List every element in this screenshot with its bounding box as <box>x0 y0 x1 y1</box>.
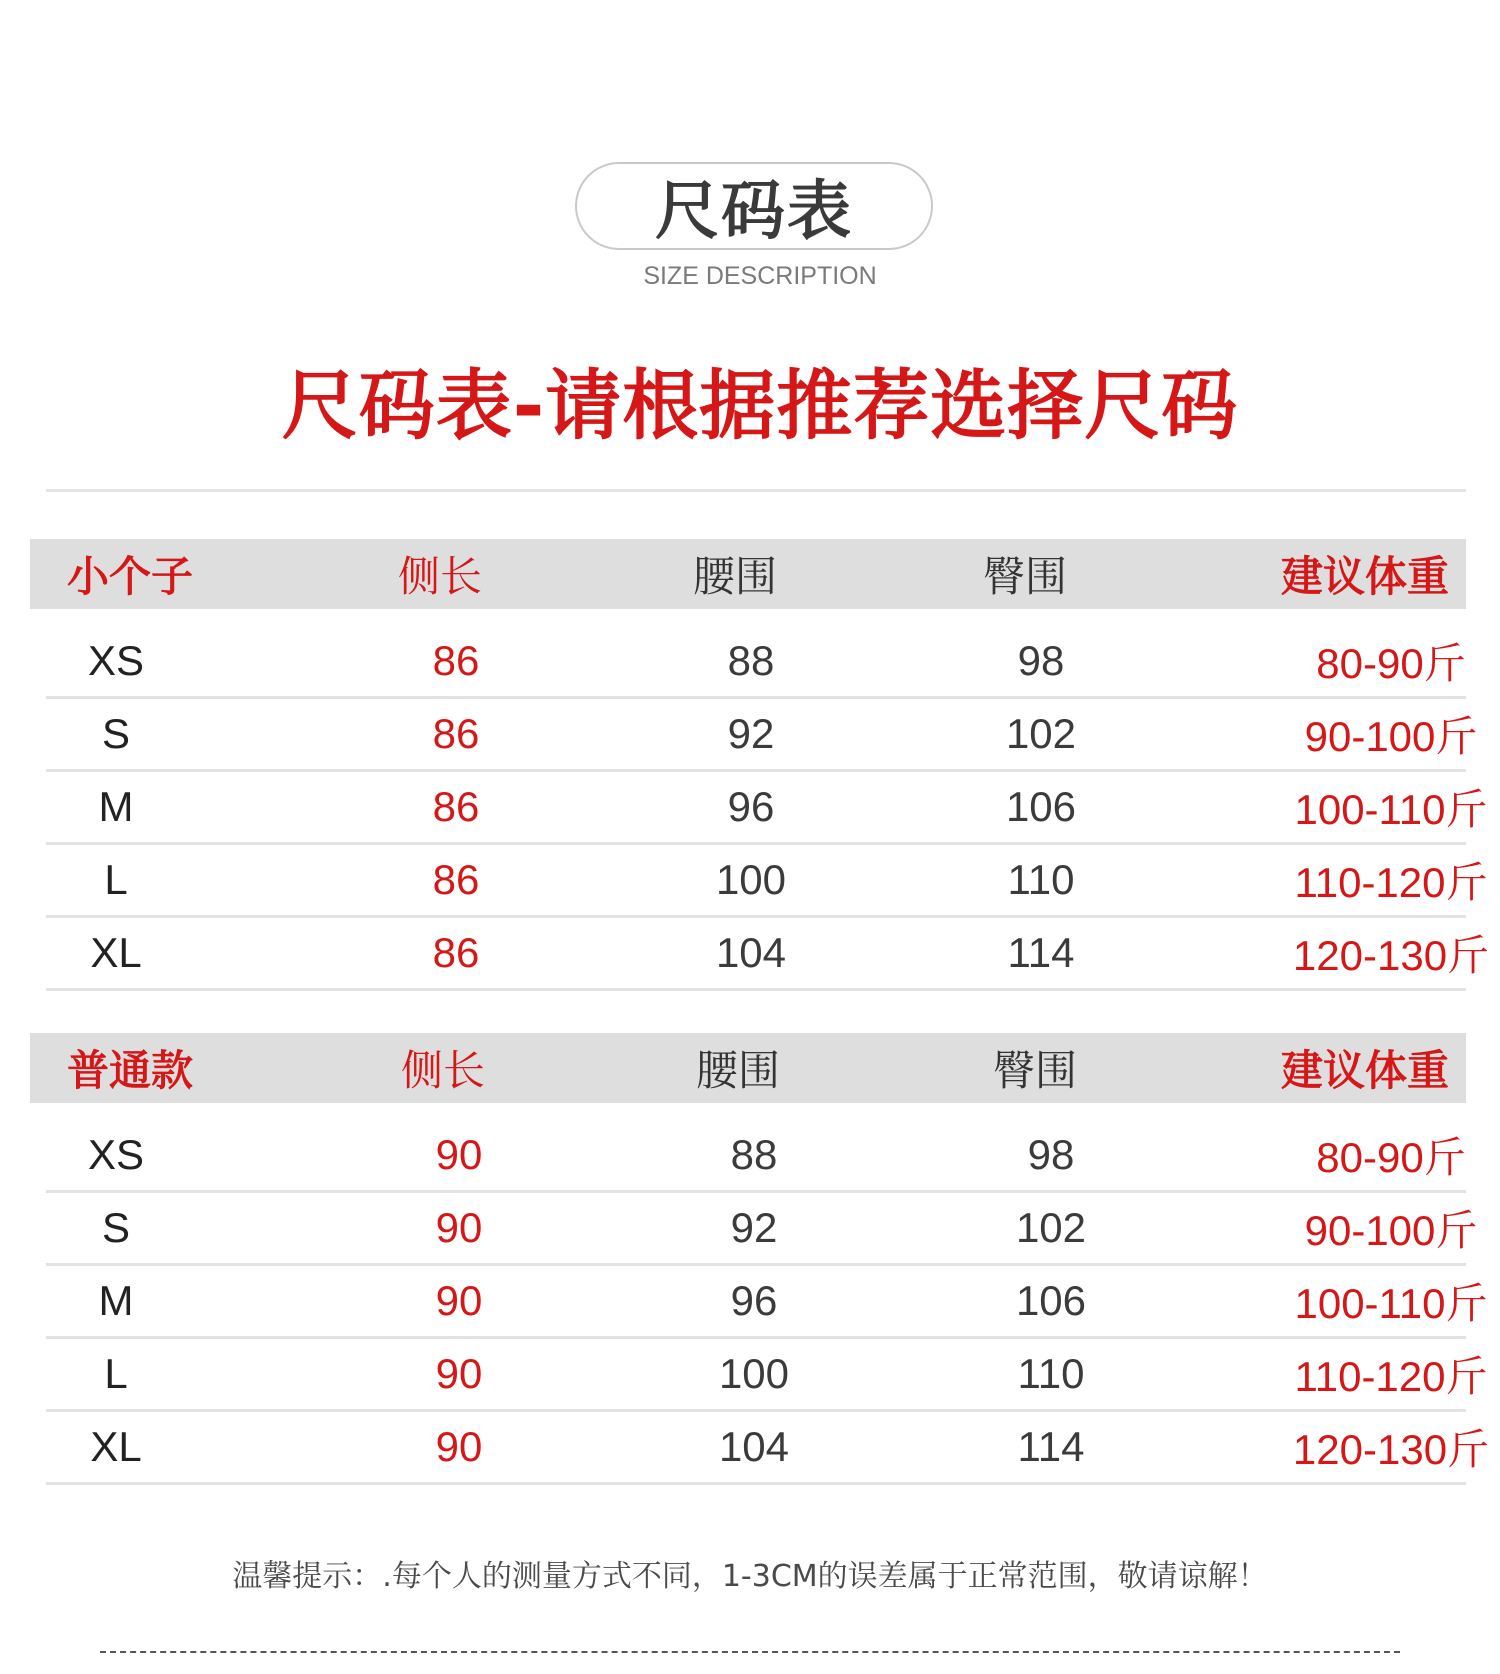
table-row <box>46 609 1466 699</box>
header-category: 小个子 <box>66 552 193 601</box>
cell-hip: 110 <box>1017 1350 1085 1397</box>
cell-weight: 110-120斤 <box>1294 859 1488 906</box>
header-weight: 建议体重 <box>1280 1046 1449 1095</box>
table-row <box>46 918 1490 991</box>
cell-size: L <box>104 856 128 903</box>
cell-side-length: 90 <box>435 1277 483 1324</box>
cell-waist: 88 <box>730 1130 778 1178</box>
cell-size: S <box>101 710 130 757</box>
cell-hip: 110 <box>1007 856 1075 903</box>
title-badge-text: 尺码表 <box>655 175 853 249</box>
cell-hip: 98 <box>1017 636 1065 684</box>
header-side-length: 侧长 <box>400 1046 485 1095</box>
header-hip: 臀围 <box>992 1046 1077 1095</box>
cell-waist: 104 <box>715 929 787 976</box>
header-hip: 臀围 <box>982 552 1067 601</box>
cell-weight: 120-130斤 <box>1292 1426 1490 1473</box>
table-row <box>46 699 1478 772</box>
cell-size: S <box>101 1204 130 1251</box>
dashed-divider <box>100 1651 1400 1653</box>
title-subtitle: SIZE DESCRIPTION <box>643 262 877 290</box>
cell-waist: 96 <box>730 1277 778 1324</box>
cell-weight: 80-90斤 <box>1316 639 1466 687</box>
size-table-regular <box>30 1033 1490 1485</box>
cell-size: XS <box>87 636 145 684</box>
cell-hip: 102 <box>1015 1204 1087 1251</box>
cell-hip: 102 <box>1005 710 1077 757</box>
cell-side-length: 90 <box>435 1204 483 1251</box>
headline: 尺码表-请根据推荐选择尺码 <box>281 361 1239 450</box>
table-row <box>46 1193 1478 1266</box>
measurement-note: 温馨提示：.每个人的测量方式不同，1-3CM的误差属于正常范围，敬请谅解！ <box>232 1559 1268 1594</box>
cell-waist: 92 <box>727 710 775 757</box>
header-category: 普通款 <box>66 1046 193 1095</box>
cell-size: XL <box>90 1423 142 1470</box>
table-row <box>46 1266 1488 1339</box>
size-table-petite <box>30 539 1490 991</box>
table-header <box>30 539 1466 609</box>
table-row <box>46 1103 1466 1193</box>
cell-waist: 92 <box>730 1204 778 1251</box>
cell-size: XS <box>87 1130 145 1178</box>
cell-side-length: 86 <box>432 783 480 830</box>
table-row <box>46 772 1488 845</box>
divider <box>46 489 1466 492</box>
cell-hip: 114 <box>1017 1423 1085 1470</box>
title-badge <box>575 162 933 250</box>
table-row <box>46 1339 1488 1412</box>
table-row <box>46 1412 1490 1485</box>
cell-side-length: 90 <box>435 1350 483 1397</box>
cell-weight: 120-130斤 <box>1292 932 1490 979</box>
cell-weight: 90-100斤 <box>1304 713 1478 760</box>
cell-weight: 80-90斤 <box>1316 1133 1466 1181</box>
cell-weight: 100-110斤 <box>1294 786 1488 833</box>
header-weight: 建议体重 <box>1280 552 1449 601</box>
cell-side-length: 86 <box>432 929 480 976</box>
cell-side-length: 90 <box>435 1423 483 1470</box>
cell-size: L <box>104 1350 128 1397</box>
cell-waist: 100 <box>715 856 787 903</box>
cell-waist: 88 <box>727 636 775 684</box>
cell-hip: 114 <box>1007 929 1075 976</box>
cell-hip: 106 <box>1015 1277 1087 1324</box>
cell-waist: 96 <box>727 783 775 830</box>
table-row <box>46 845 1488 918</box>
header-waist: 腰围 <box>695 1046 780 1095</box>
cell-waist: 104 <box>718 1423 790 1470</box>
cell-side-length: 86 <box>432 856 480 903</box>
cell-size: XL <box>90 929 142 976</box>
cell-hip: 106 <box>1005 783 1077 830</box>
cell-weight: 90-100斤 <box>1304 1207 1478 1254</box>
cell-waist: 100 <box>718 1350 790 1397</box>
header-waist: 腰围 <box>692 552 777 601</box>
cell-size: M <box>98 783 134 830</box>
cell-hip: 98 <box>1027 1130 1075 1178</box>
table-header <box>30 1033 1466 1103</box>
header-side-length: 侧长 <box>397 552 482 601</box>
cell-size: M <box>98 1277 134 1324</box>
cell-weight: 100-110斤 <box>1294 1280 1488 1327</box>
cell-side-length: 90 <box>435 1130 483 1178</box>
cell-weight: 110-120斤 <box>1294 1353 1488 1400</box>
cell-side-length: 86 <box>432 710 480 757</box>
cell-side-length: 86 <box>432 636 480 684</box>
